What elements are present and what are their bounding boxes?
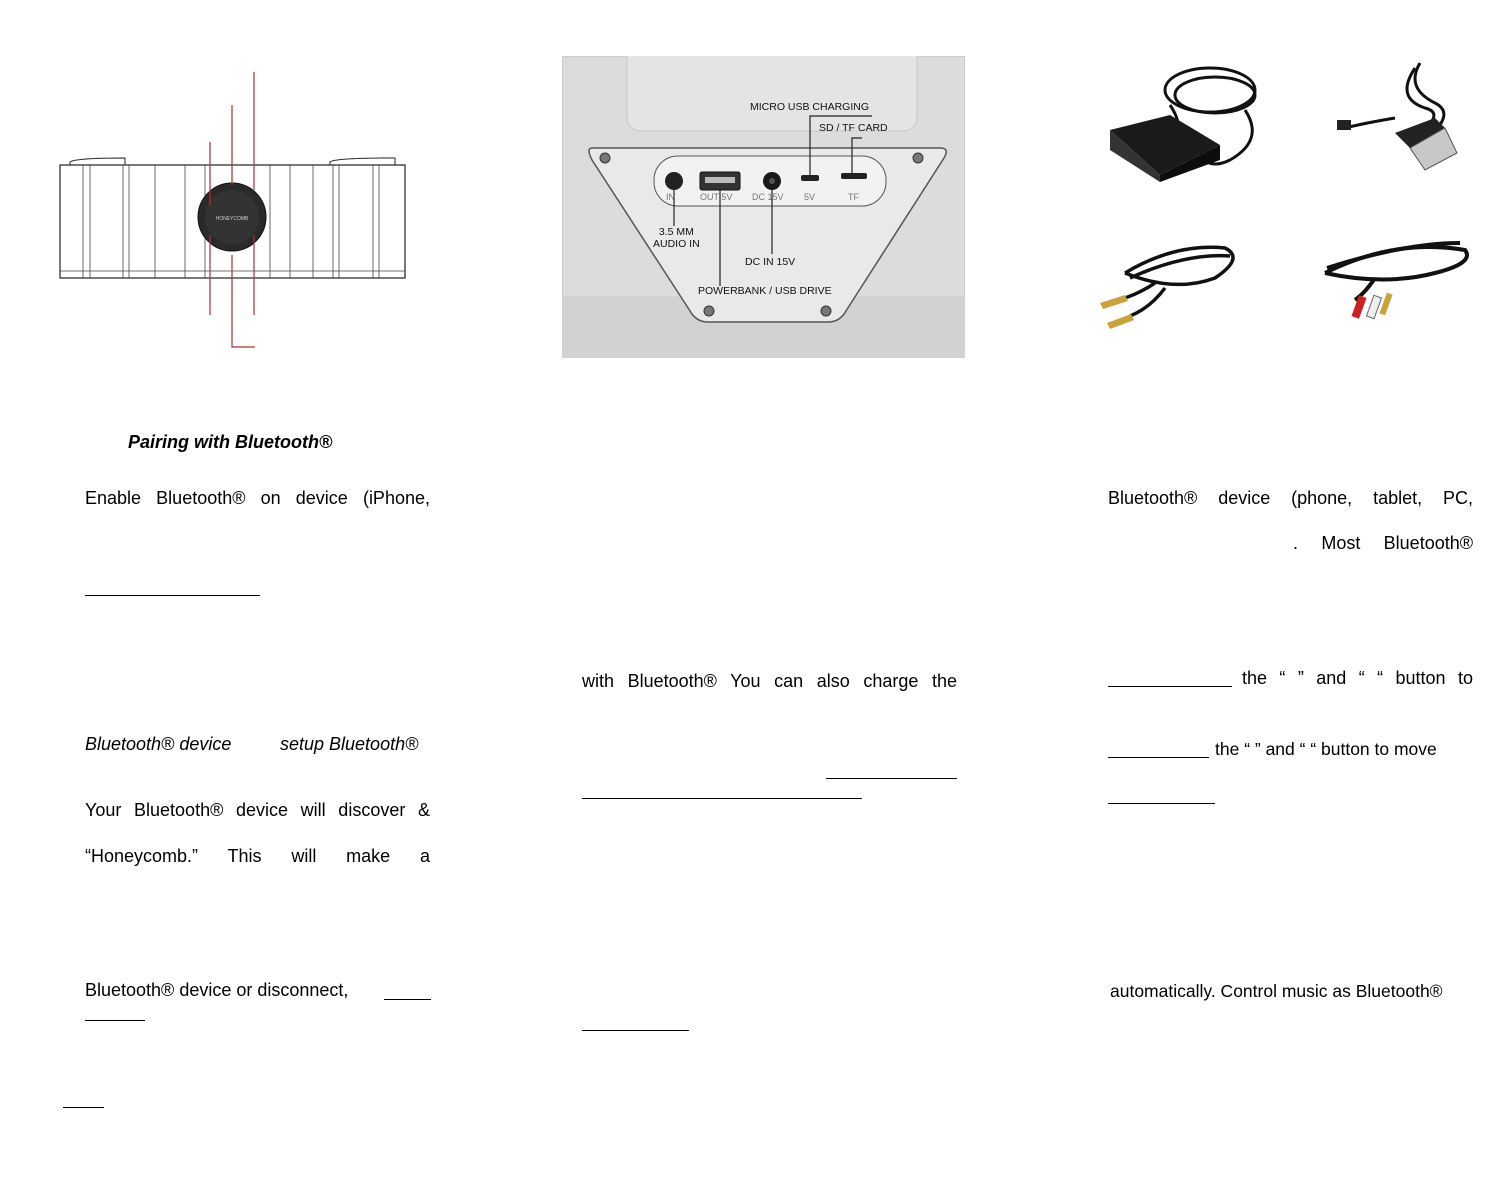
col2-underline-2 <box>582 798 862 799</box>
col3-line4: the “ ” and “ “ button to move <box>1215 739 1437 759</box>
col3-line5: automatically. Control music as Bluetooth® <box>1110 981 1443 1001</box>
col3-underline-3 <box>1108 803 1215 804</box>
label-dc-in: DC IN 15V <box>745 256 796 268</box>
col1-line3: Your Bluetooth® device will discover & <box>85 800 430 820</box>
label-micro-usb: MICRO USB CHARGING <box>750 101 870 113</box>
label-powerbank: POWERBANK / USB DRIVE <box>698 285 832 297</box>
col1-line5: Bluetooth® device or disconnect, <box>85 980 349 1000</box>
port-label-tf: TF <box>848 192 859 202</box>
speaker-diagram <box>55 65 415 355</box>
col1-line2-right: setup Bluetooth® <box>280 734 419 754</box>
col2-underline-3 <box>582 1030 689 1031</box>
port-label-in: IN <box>666 192 675 202</box>
col3-line1: Bluetooth® device (phone, tablet, PC, <box>1108 488 1473 508</box>
col1-underline-2 <box>384 999 431 1000</box>
col1-line4: “Honeycomb.” This will make a <box>85 846 430 866</box>
col2-line1: with Bluetooth® You can also charge the <box>582 671 957 691</box>
pairing-heading: Pairing with Bluetooth® <box>128 432 333 452</box>
col3-line2: . Most Bluetooth® <box>1293 533 1473 553</box>
col1-line2-left: Bluetooth® device <box>85 734 232 754</box>
rca-cable-photo <box>1315 238 1475 328</box>
label-sd-tf: SD / TF CARD <box>819 122 888 134</box>
aux-cable-photo <box>1095 238 1245 338</box>
col1-underline-4 <box>63 1107 104 1108</box>
col3-underline-1 <box>1108 686 1232 687</box>
power-adapter-photo <box>1100 50 1270 185</box>
col2-underline-1 <box>826 778 957 779</box>
micro-usb-cable-photo <box>1335 58 1480 178</box>
col3-line3: the “ ” and “ “ button to <box>1242 668 1473 688</box>
port-label-out: OUT 5V <box>700 192 733 202</box>
dial-logo-text: HONEYCOMB <box>215 216 249 222</box>
col3-underline-2 <box>1108 757 1209 758</box>
col1-underline-3 <box>85 1020 145 1021</box>
col1-underline-1 <box>85 595 260 596</box>
port-label-5v: 5V <box>804 192 816 202</box>
label-audio-in: 3.5 MM AUDIO IN <box>653 226 700 250</box>
ports-panel-photo <box>562 56 965 358</box>
port-label-dc: DC 15V <box>752 192 784 202</box>
col1-line1: Enable Bluetooth® on device (iPhone, <box>85 488 430 508</box>
